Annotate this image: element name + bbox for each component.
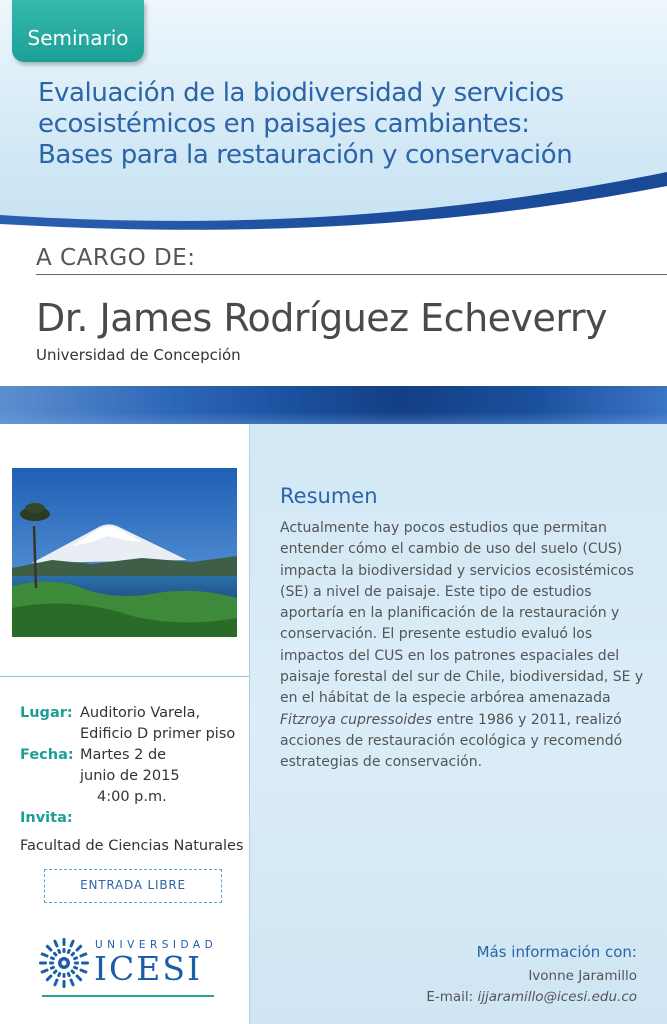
header [0, 0, 667, 232]
seminar-title [38, 78, 658, 171]
logo-university-text: UNIVERSIDAD [95, 939, 218, 951]
summary-text-part-1: Actualmente hay pocos estudios que permitan entender cómo el cambio de uso del suelo (CUS) impacta la biodiversidad y servicios ecosistémicos (SE) a nivel de paisaje. Este tipo de estudios aportaría en la planificación de la restauración y conservación. El presente estudio evaluó los impactos del CUS en los patrones espaciales del paisaje forestal del sur de Chile, biodiversidad, SE y en el hábitat de la especie arbórea amenazada [280, 520, 644, 707]
logo-underline [42, 995, 214, 997]
lugar-label: Lugar: [20, 705, 73, 721]
seminar-tag: Seminario [12, 0, 144, 62]
title-line-1: Evaluación de la biodiversidad y servicios [38, 78, 564, 108]
species-name: Fitzroya cupressoides [280, 711, 433, 728]
lugar-value: Auditorio Varela, Edificio D primer piso [80, 705, 236, 742]
contact-email-row [426, 987, 637, 1008]
event-details [20, 703, 248, 857]
fecha-date: Martes 2 de junio de 2015 [80, 747, 180, 784]
fecha-value [80, 745, 240, 808]
free-entry-badge: ENTRADA LIBRE [44, 869, 222, 903]
invita-label: Invita: [20, 810, 73, 826]
speaker-affiliation: Universidad de Concepción [36, 346, 241, 364]
presenter-divider [36, 274, 667, 275]
summary-text-part-2: entre 1986 y 2011, realizó acciones de restauración ecológica y recomendó estrategias de conservación. [280, 711, 623, 771]
contact-title: Más información con: [476, 943, 637, 961]
fecha-time: 4:00 p.m. [97, 789, 167, 805]
lugar-row [20, 703, 248, 745]
invita-value: Facultad de Ciencias Naturales [20, 838, 244, 854]
icesi-emblem-icon [38, 937, 90, 989]
title-line-3: Bases para la restauración y conservación [38, 140, 573, 170]
fecha-label: Fecha: [20, 747, 74, 763]
left-divider [0, 676, 249, 677]
fecha-row [20, 745, 248, 808]
summary-text [280, 518, 652, 774]
summary-title: Resumen [280, 484, 378, 508]
logo-name-text: ICESI [94, 949, 203, 988]
icesi-logo [38, 935, 228, 999]
decorative-band [0, 386, 667, 424]
speaker-name: Dr. James Rodríguez Echeverry [36, 296, 607, 340]
contact-email[interactable]: ijjaramillo@icesi.edu.co [477, 989, 637, 1005]
contact-email-label: E-mail: [426, 989, 478, 1005]
contact-name: Ivonne Jaramillo [528, 968, 637, 984]
presenter-label: A CARGO DE: [36, 245, 196, 271]
landscape-photo [12, 468, 237, 637]
title-line-2: ecosistémicos en paisajes cambiantes: [38, 109, 530, 139]
contact-info [426, 942, 637, 1008]
